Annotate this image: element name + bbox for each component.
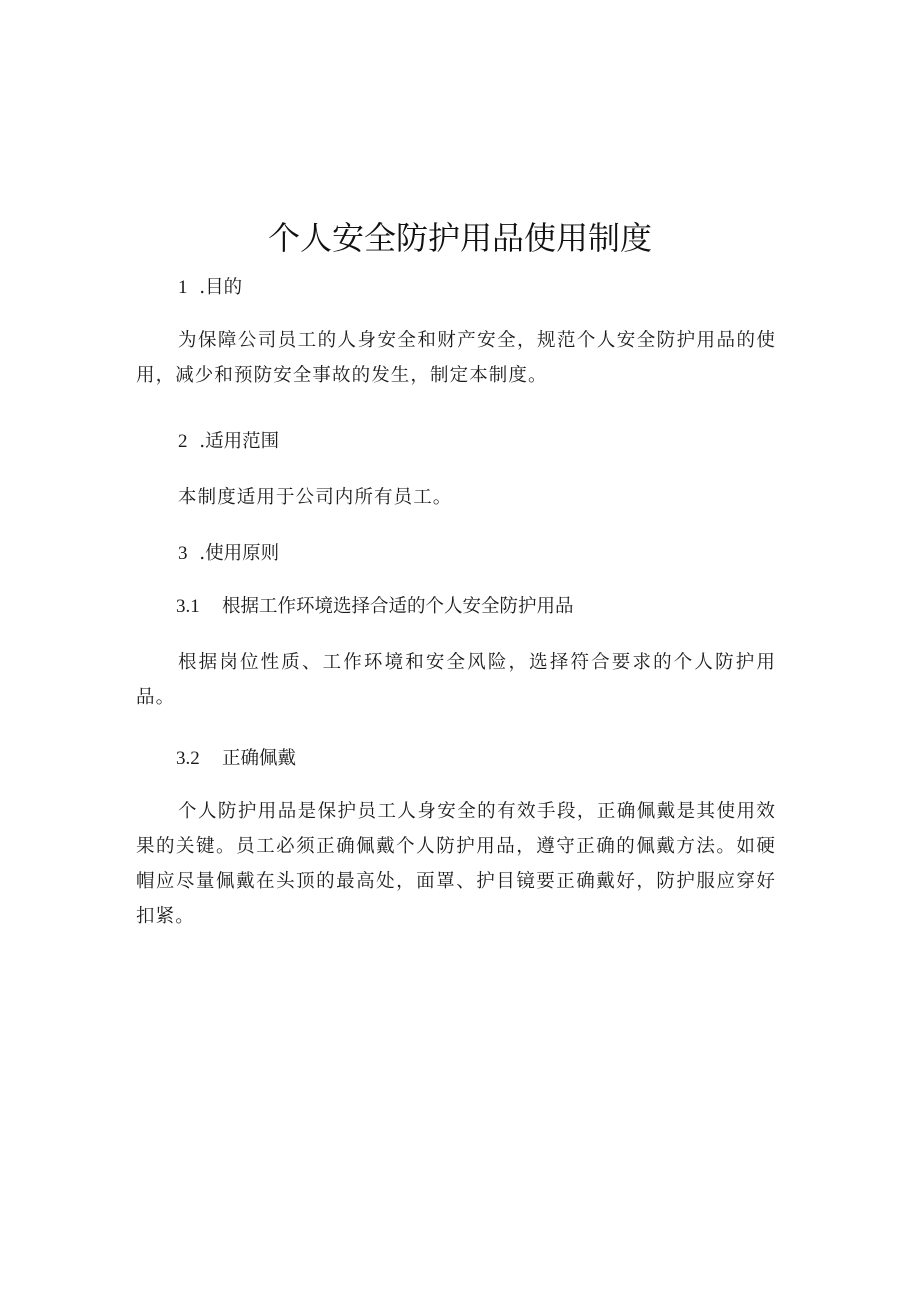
document-title: 个人安全防护用品使用制度 (267, 219, 652, 257)
section-1-body: 为保障公司员工的人身安全和财产安全，规范个人安全防护用品的使用，减少和预防安全事故的发生，制定本制度。 (136, 330, 776, 386)
subsection-3-1-heading (176, 593, 574, 621)
subsection-3-2-number: 3.2 (176, 748, 200, 769)
section-3-number: 3 (178, 543, 188, 564)
section-3-title: .使用原则 (199, 543, 280, 564)
subsection-3-1-title: 根据工作环境选择合适的个人安全防护用品 (222, 596, 574, 617)
subsection-3-2-title: 正确佩戴 (222, 748, 297, 769)
section-2-number: 2 (178, 431, 188, 452)
section-2-title: .适用范围 (199, 431, 280, 452)
section-1-heading (178, 274, 242, 302)
subsection-3-2-body: 个人防护用品是保护员工人身安全的有效手段，正确佩戴是其使用效果的关键。员工必须正确佩戴个人防护用品，遵守正确的佩戴方法。如硬帽应尽量佩戴在头顶的最高处，面罩、护目镜要正确戴好，防护服应穿好扣紧。 (136, 801, 776, 927)
section-2-body: 本制度适用于公司内所有员工。 (178, 487, 453, 508)
section-1-number: 1 (178, 277, 188, 298)
section-3-heading (178, 540, 279, 568)
subsection-3-1-number: 3.1 (176, 596, 200, 617)
subsection-3-2-heading (176, 745, 296, 773)
section-2-heading (178, 428, 279, 456)
section-1-title: .目的 (199, 277, 243, 298)
subsection-3-1-body: 根据岗位性质、工作环境和安全风险，选择符合要求的个人防护用品。 (136, 652, 776, 708)
